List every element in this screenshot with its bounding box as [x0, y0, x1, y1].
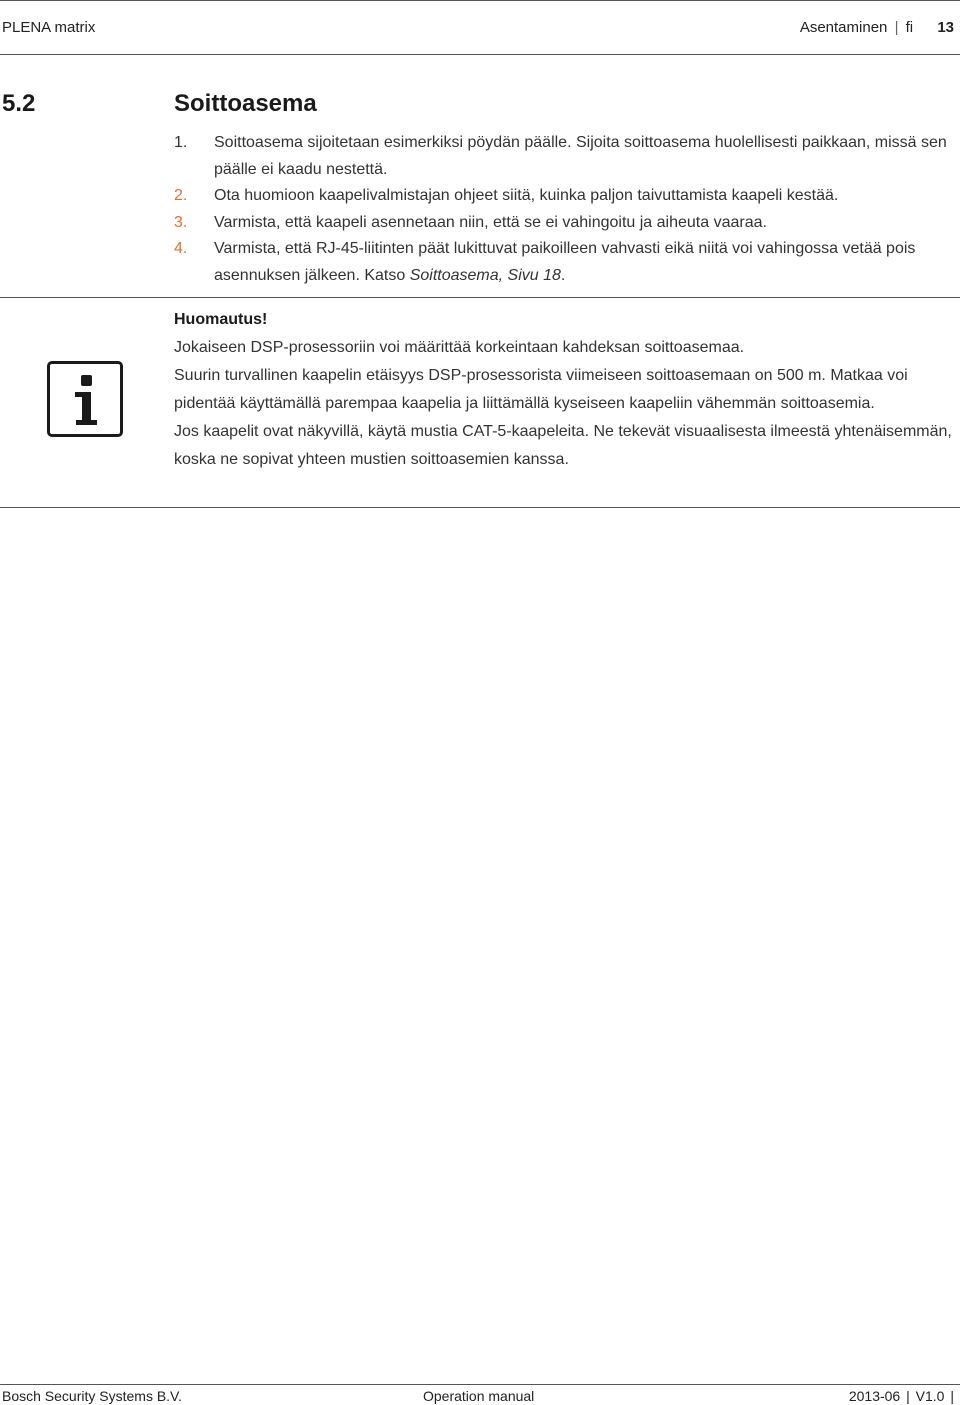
step-number: 1.	[174, 134, 188, 151]
list-item	[174, 210, 954, 237]
footer-company: Bosch Security Systems B.V.	[2, 1388, 182, 1404]
header-top-rule	[0, 0, 960, 1]
note-box	[174, 306, 954, 474]
header-bottom-rule	[0, 54, 960, 55]
page-number: 13	[937, 19, 954, 36]
header-chapter: Asentaminen	[799, 19, 888, 36]
footer-rule	[0, 1384, 960, 1385]
note-bottom-rule	[0, 507, 960, 508]
note-paragraph: Suurin turvallinen kaapelin etäisyys DSP-prosessorista viimeiseen soittoasemaan on 500 m. Matkaa voi pidentää käyttämällä parempaa kaapelia ja liittämällä kyseiseen kaapeliin vähemmän soittoasemia.	[174, 367, 908, 412]
info-icon	[47, 361, 123, 437]
header-product-name: PLENA matrix	[2, 19, 96, 36]
list-item	[174, 183, 954, 210]
step-number: 3.	[174, 213, 188, 231]
step-text: Varmista, että RJ-45-liitinten päät lukittuvat paikoilleen vahvasti eikä niitä voi vahingossa vetää pois asennuksen jälkeen. Katso	[214, 240, 916, 284]
note-paragraph: Jokaiseen DSP-prosessoriin voi määrittää korkeintaan kahdeksan soittoasemaa.	[174, 339, 745, 356]
header-language: fi	[905, 19, 914, 36]
note-top-rule	[0, 297, 960, 298]
step-text: Ota huomioon kaapelivalmistajan ohjeet siitä, kuinka paljon taivuttamista kaapeli kestää.	[214, 187, 839, 204]
section-title: Soittoasema	[174, 90, 317, 117]
footer-version: V1.0	[915, 1388, 945, 1404]
note-paragraph: Jos kaapelit ovat näkyvillä, käytä mustia CAT-5-kaapeleita. Ne tekevät visuaalisesta ilmeestä yhtenäisemmän, koska ne sopivat yhteen mustien soittoasemien kanssa.	[174, 423, 952, 468]
footer-doc-type: Operation manual	[423, 1388, 535, 1404]
section-number: 5.2	[2, 90, 36, 117]
footer-separator: |	[950, 1388, 954, 1404]
footer-version-info	[849, 1388, 956, 1404]
header-chapter-info	[800, 19, 954, 36]
list-item	[174, 236, 954, 289]
footer-date: 2013-06	[848, 1388, 901, 1404]
header-separator: |	[894, 19, 899, 36]
step-text: Soittoasema sijoitetaan esimerkiksi pöydän päälle. Sijoita soittoasema huolellisesti paikkaan, missä sen päälle ei kaadu nestettä.	[214, 134, 947, 178]
list-item	[174, 130, 954, 183]
step-number: 4.	[174, 240, 188, 257]
step-text: Varmista, että kaapeli asennetaan niin, että se ei vahingoitu ja aiheuta vaaraa.	[214, 213, 767, 231]
step-number: 2.	[174, 187, 188, 204]
note-title: Huomautus!	[174, 311, 268, 328]
step-list	[174, 130, 954, 289]
step-text-suffix: .	[560, 266, 566, 284]
cross-reference-link[interactable]: Soittoasema, Sivu 18	[409, 266, 561, 284]
footer-separator: |	[906, 1388, 910, 1404]
